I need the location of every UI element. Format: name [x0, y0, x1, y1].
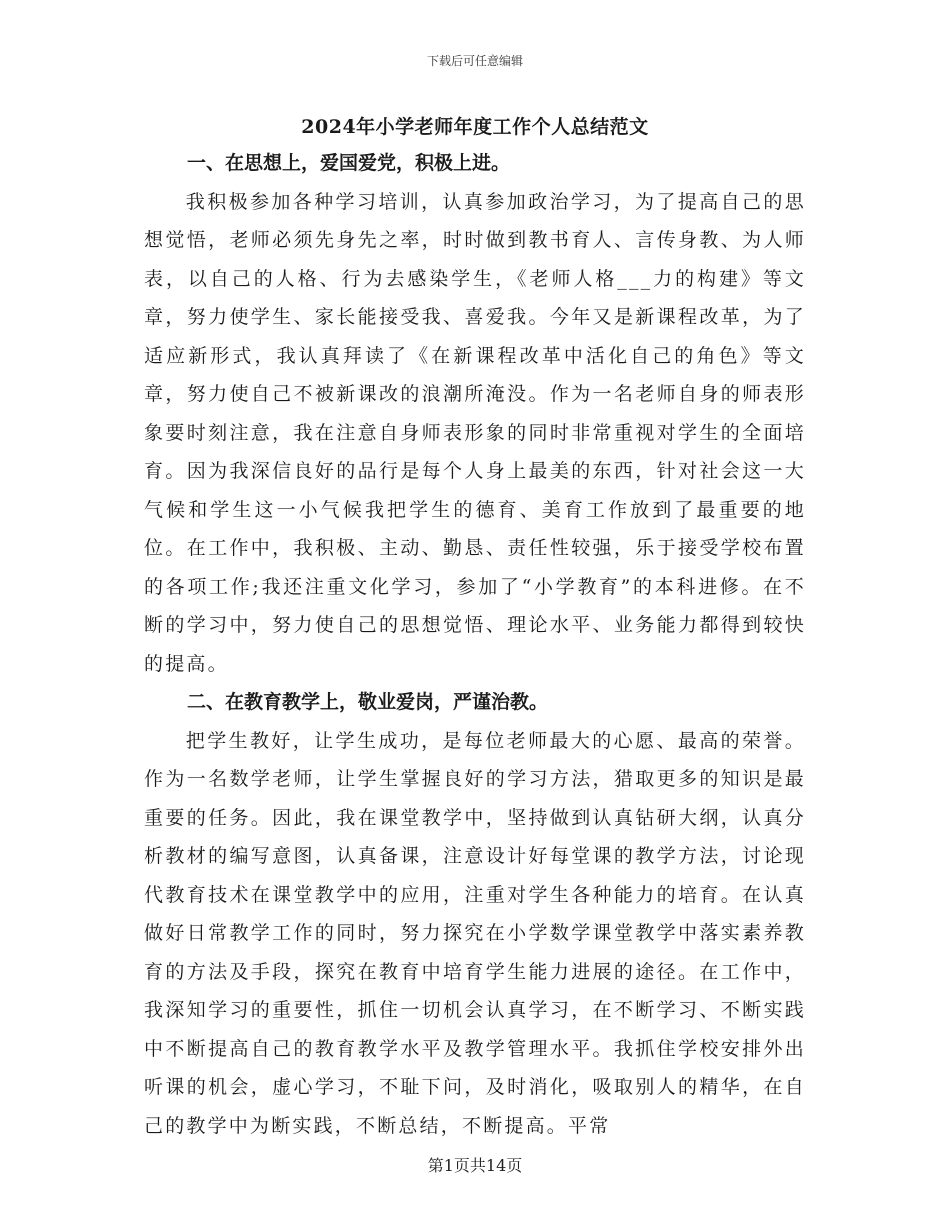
page-footer: 第1页共14页	[427, 1156, 523, 1175]
section-1-paragraph: 我积极参加各种学习培训，认真参加政治学习，为了提高自己的思想觉悟，老师必须先身先之率，时时做到教书育人、言传身教、为人师表，以自己的人格、行为去感染学生，《老师人格___力的构建》等文章，努力使学生、家长能接受我、喜爱我。今年又是新课程改革，为了适应新形式，我认真拜读了《在新课程改革中活化自己的角色》等文章，努力使自己不被新课改的浪潮所淹没。作为一名老师自身的师表形象要时刻注意，我在注意自身师表形象的同时非常重视对学生的全面培育。因为我深信良好的品行是每个人身上最美的东西，针对社会这一大气候和学生这一小气候我把学生的德育、美育工作放到了最重要的地位。在工作中，我积极、主动、勤恳、责任性较强，乐于接受学校布置的各项工作;我还注重文化学习，参加了“小学教育”的本科进修。在不断的学习中，努力使自己的思想觉悟、理论水平、业务能力都得到较快的提高。	[144, 190, 806, 675]
section-2-heading: 二、在教育教学上，敬业爱岗，严谨治教。	[187, 691, 549, 713]
section-2-paragraph: 把学生教好，让学生成功，是每位老师最大的心愿、最高的荣誉。作为一名数学老师，让学生掌握良好的学习方法，猎取更多的知识是最重要的任务。因此，我在课堂教学中，坚持做到认真钻研大纲，认真分析教材的编写意图，认真备课，注意设计好每堂课的教学方法，讨论现代教育技术在课堂教学中的应用，注重对学生各种能力的培育。在认真做好日常教学工作的同时，努力探究在小学数学课堂教学中落实素养教育的方法及手段，探究在教育中培育学生能力进展的途径。在工作中，我深知学习的重要性，抓住一切机会认真学习，在不断学习、不断实践中不断提高自己的教育教学水平及教学管理水平。我抓住学校安排外出听课的机会，虚心学习，不耻下问，及时消化，吸取别人的精华，在自己的教学中为断实践，不断总结，不断提高。平常	[144, 729, 806, 1137]
document-body	[144, 144, 806, 1145]
page-header: 下载后可任意编辑	[426, 54, 523, 68]
document-title: 2024年小学老师年度工作个人总结范文	[301, 116, 649, 138]
section-1-heading: 一、在思想上，爱国爱党，积极上进。	[187, 152, 511, 174]
